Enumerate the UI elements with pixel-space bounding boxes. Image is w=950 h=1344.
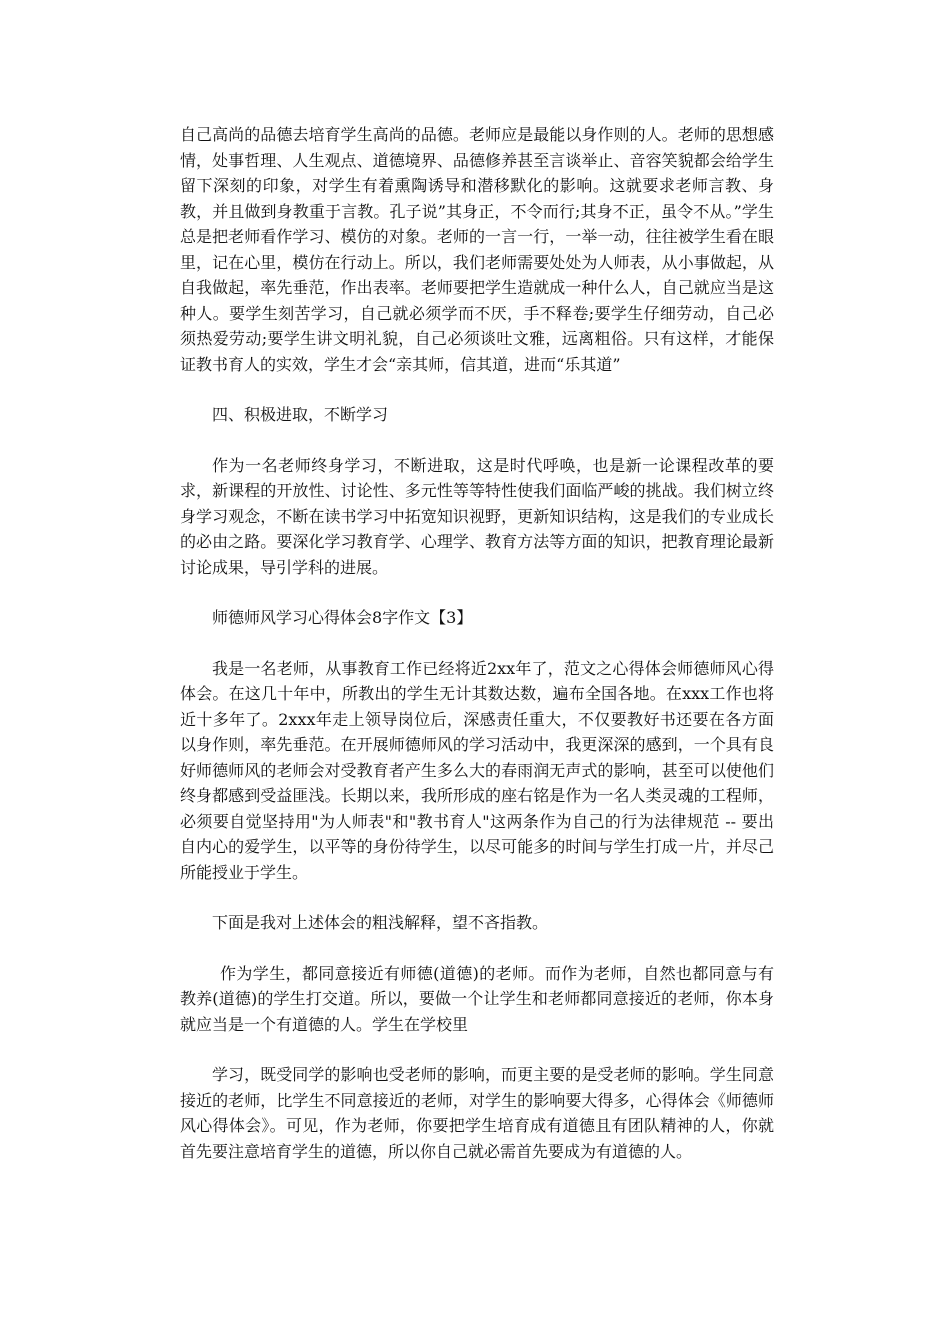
paragraph-students-approach: 作为学生，都同意接近有师德(道德)的老师。而作为老师，自然也都同意与有教养(道德)的学生打交道。所以，要做一个让学生和老师都同意接近的老师，你本身就应当是一个有道德的人。学生在学校里 (180, 963, 774, 1034)
spacer (180, 428, 774, 453)
article-title-3: 师德师风学习心得体会8字作文【3】 (212, 608, 473, 627)
document-page (180, 122, 774, 1164)
paragraph-teacher-role-model: 自己高尚的品德去培育学生高尚的品德。老师应是最能以身作则的人。老师的思想感情，处事哲理、人生观点、道德境界、品德修养甚至言谈举止、音容笑貌都会给学生留下深刻的印象，对学生有着熏陶诱导和潜移默化的影响。这就要求老师言教、身教，并且做到身教重于言教。孔子说”其身正，不令而行;其身不正，虽令不从。”学生总是把老师看作学习、模仿的对象。老师的一言一行，一举一动，往往被学生看在眼里，记在心里，模仿在行动上。所以，我们老师需要处处为人师表，从小事做起，从自我做起，率先垂范，作出表率。老师要把学生造就成一种什么人，自己就应当是这种人。要学生刻苦学习，自己就必须学而不厌，手不释卷;要学生仔细劳动，自己必须热爱劳动;要学生讲文明礼貌，自己必须谈吐文雅，远离粗俗。只有这样，才能保证教书育人的实效，学生才会“亲其师，信其道，进而“乐其道” (180, 125, 774, 374)
spacer (180, 631, 774, 656)
spacer (180, 580, 774, 605)
paragraph-teacher-influence: 学习，既受同学的影响也受老师的影响，而更主要的是受老师的影响。学生同意接近的老师，比学生不同意接近的老师，对学生的影响要大得多，心得体会《师德师风心得体会》。可见，作为老师，你要把学生培育成有道德且有团队精神的人，你就首先要注意培育学生的道德，所以你自己就必需首先要成为有道德的人。 (180, 1065, 774, 1161)
spacer (180, 885, 774, 910)
paragraph-lifelong-learning: 作为一名老师终身学习，不断进取，这是时代呼唤，也是新一论课程改革的要求，新课程的开放性、讨论性、多元性等等特性使我们面临严峻的挑战。我们树立终身学习观念，不断在读书学习中拓宽知识视野，更新知识结构，这是我们的专业成长的必由之路。要深化学习教育学、心理学、教育方法等方面的知识，把教育理论最新讨论成果，导引学科的进展。 (180, 455, 774, 577)
paragraph-teacher-experience: 我是一名老师，从事教育工作已经将近2xx年了，范文之心得体会师德师风心得体会。在这几十年中，所教出的学生无计其数达数，遍布全国各地。在xxx工作也将近十多年了。2xxx年走上领导岗位后，深感责任重大，不仅要教好书还要在各方面以身作则，率先垂范。在开展师德师风的学习活动中，我更深深的感到，一个具有良好师德师风的老师会对受教育者产生多么大的春雨润无声式的影响，甚至可以使他们终身都感到受益匪浅。长期以来，我所形成的座右铭是作为一名人类灵魂的工程师，必须要自觉坚持用"为人师表"和"教书育人"这两条作为自己的行为法律规范 -- 要出自内心的爱学生，以平等的身份待学生，以尽可能多的时间与学生打成一片，并尽己所能授业于学生。 (180, 658, 774, 882)
spacer (180, 936, 774, 961)
spacer (180, 1037, 774, 1062)
paragraph-explanation-intro: 下面是我对上述体会的粗浅解释，望不吝指教。 (212, 913, 549, 932)
section-heading-keep-learning: 四、积极进取，不断学习 (212, 405, 389, 424)
spacer (180, 377, 774, 402)
